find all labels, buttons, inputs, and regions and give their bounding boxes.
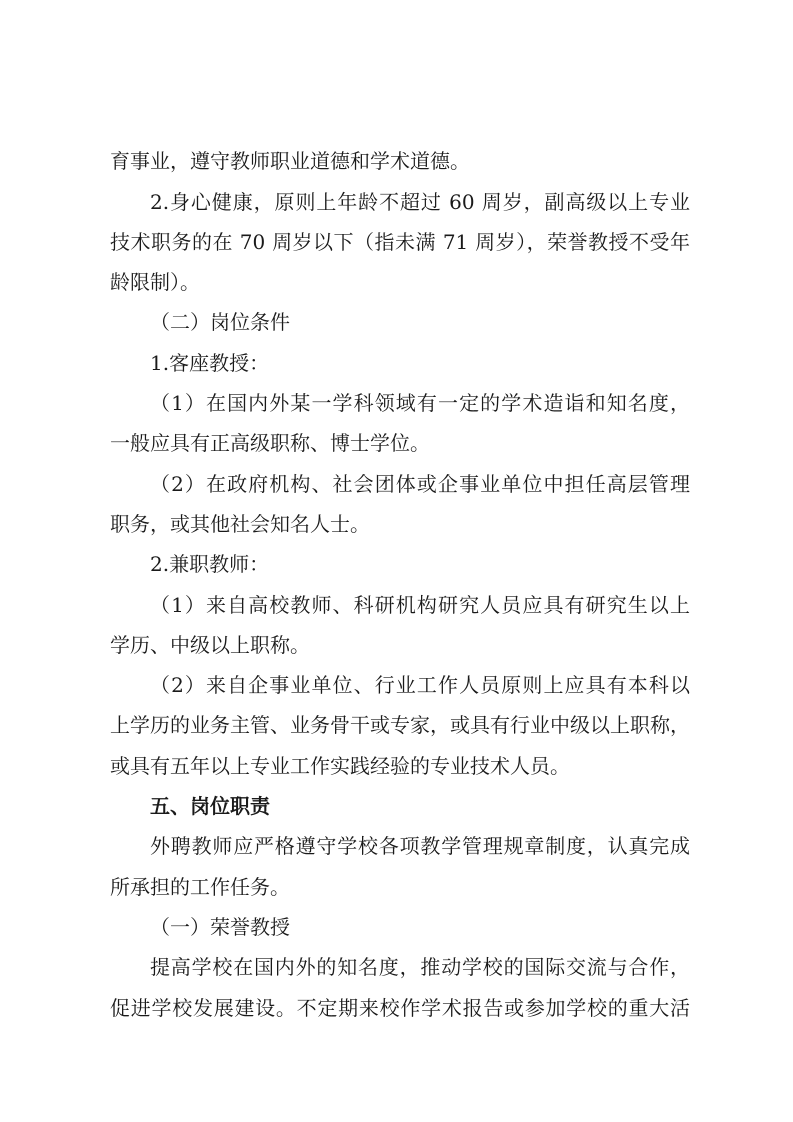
body-line: 促进学校发展建设。不定期来校作学术报告或参加学校的重大活 [110,996,690,1020]
body-line: 龄限制）。 [110,270,200,294]
body-line: 上学历的业务主管、业务骨干或专家，或具有行业中级以上职称， [110,713,690,737]
body-line: 2.身心健康，原则上年龄不超过 60 周岁，副高级以上专业 [150,190,690,214]
body-line: （1）在国内外某一学科领域有一定的学术造诣和知名度， [150,391,690,415]
body-line: （1）来自高校教师、科研机构研究人员应具有研究生以上 [150,593,690,617]
sub-heading: 1.客座教授： [150,351,270,375]
body-line: 育事业，遵守教师职业道德和学术道德。 [110,149,470,173]
chapter-heading: 五、岗位职责 [150,794,270,818]
body-line: （2）来自企事业单位、行业工作人员原则上应具有本科以 [150,673,690,697]
body-line: 提高学校在国内外的知名度，推动学校的国际交流与合作， [150,955,690,979]
body-line: 职务，或其他社会知名人士。 [110,512,370,536]
body-line: 或具有五年以上专业工作实践经验的专业技术人员。 [110,754,570,778]
body-line: （2）在政府机构、社会团体或企事业单位中担任高层管理 [150,472,690,496]
body-line: 所承担的工作任务。 [110,875,290,899]
section-heading: （二）岗位条件 [150,310,290,334]
body-line: 学历、中级以上职称。 [110,633,310,657]
body-line: 外聘教师应严格遵守学校各项教学管理规章制度，认真完成 [150,834,690,858]
section-heading: （一）荣誉教授 [150,915,290,939]
body-line: 技术职务的在 70 周岁以下（指未满 71 周岁），荣誉教授不受年 [110,230,690,254]
body-line: 一般应具有正高级职称、博士学位。 [110,431,430,455]
sub-heading: 2.兼职教师： [150,552,270,576]
